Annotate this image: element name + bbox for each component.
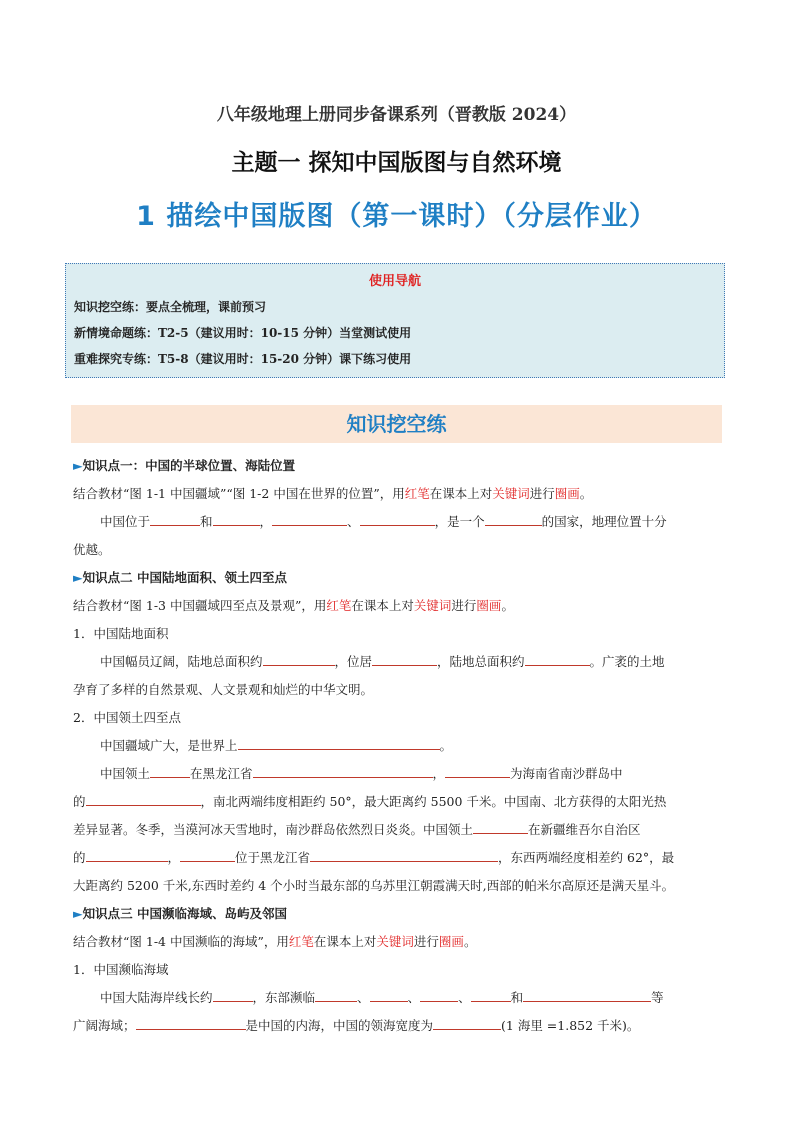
blank[interactable] [370,987,408,1002]
kp3-sub1: 1．中国濒临海域 [73,962,169,977]
blank[interactable] [213,987,253,1002]
kp2-area-sentence: 中国幅员辽阔，陆地总面积约 ，位居 ，陆地总面积约 。广袤的土地 [73,648,723,676]
kp2-extremes-line-5: 大距离约 5200 千米,东西时差约 4 个小时当最东部的乌苏里江朝霞满天时,西部的帕米尔高原还是满天星斗。 [73,878,675,893]
kp2-territory-sentence: 中国疆域广大，是世界上 。 [73,732,723,760]
kp2-extremes-line-2: 的 ，南北两端纬度相距约 50°，最大距离约 5500 千米。中国南、北方获得的太阳光热 [73,788,723,816]
kp1-heading [73,452,723,480]
blank[interactable] [433,1015,501,1030]
nav-title: 使用导航 [368,274,421,289]
triangle-icon: ► [73,906,83,921]
kp2-area-sentence-end: 孕育了多样的自然景观、人文景观和灿烂的中华文明。 [73,682,374,697]
kp3-intro: 结合教材“图 1-4 中国濒临的海域”，用红笔在课本上对关键词进行圈画。 [73,934,477,949]
triangle-icon: ► [73,570,83,585]
blank[interactable] [372,651,437,666]
blank[interactable] [150,511,200,526]
worksheet-content [73,452,723,1040]
nav-line-2: 新情境命题练：T2-5（建议用时：10-15 分钟）当堂测试使用 [74,326,412,340]
blank[interactable] [360,511,435,526]
blank[interactable] [420,987,458,1002]
kp2-sub2: 2．中国领土四至点 [73,710,181,725]
kp2-extremes-line-4: 的 ， 位于黑龙江省 ，东西两端经度相差约 62°，最 [73,844,723,872]
blank[interactable] [315,987,357,1002]
section-banner: 知识挖空练 [71,405,722,443]
series-title: 八年级地理上册同步备课系列（晋教版 2024） [216,105,577,125]
kp2-heading [73,564,723,592]
blank[interactable] [310,847,498,862]
nav-line-1: 知识挖空练：要点全梳理，课前预习 [74,300,267,314]
kp2-intro: 结合教材“图 1-3 中国疆域四至点及景观”，用红笔在课本上对关键词进行圈画。 [73,598,514,613]
blank[interactable] [238,735,440,750]
blank[interactable] [445,763,510,778]
blank[interactable] [213,511,260,526]
blank[interactable] [253,763,433,778]
blank[interactable] [263,651,335,666]
topic-title: 主题一 探知中国版图与自然环境 [231,150,562,176]
lesson-title: 1 描绘中国版图（第一课时）（分层作业） [136,201,657,232]
kp3-seas-sentence-2: 广阔海域； 是中国的内海，中国的领海宽度为 (1 海里 =1.852 千米)。 [73,1012,723,1040]
nav-line-3: 重难探究专练：T5-8（建议用时：15-20 分钟）课下练习使用 [74,352,412,366]
triangle-icon: ► [73,458,83,473]
kp2-sub1: 1．中国陆地面积 [73,626,169,641]
blank[interactable] [525,651,590,666]
blank[interactable] [272,511,347,526]
kp3-title: 知识点三 中国濒临海域、岛屿及邻国 [82,906,287,921]
blank[interactable] [473,819,528,834]
usage-navigation-box [65,263,725,378]
blank[interactable] [471,987,511,1002]
kp1-intro: 结合教材“图 1-1 中国疆域”“图 1-2 中国在世界的位置”，用红笔在课本上对关键词进行圈画。 [73,486,593,501]
blank[interactable] [523,987,651,1002]
blank[interactable] [180,847,235,862]
kp2-extremes-line-1: 中国领土 在黑龙江省 ， 为海南省南沙群岛中 [73,760,723,788]
blank[interactable] [150,763,190,778]
blank[interactable] [86,791,201,806]
kp2-extremes-line-3: 差异显著。冬季，当漠河冰天雪地时，南沙群岛依然烈日炎炎。中国领土 在新疆维吾尔自治区 [73,816,723,844]
blank[interactable] [136,1015,246,1030]
blank[interactable] [485,511,542,526]
kp2-title: 知识点二 中国陆地面积、领土四至点 [82,570,287,585]
kp1-sentence: 中国位于 和 ， 、 ，是一个 的国家，地理位置十分 [73,508,723,536]
kp1-sentence-end: 优越。 [73,542,111,557]
kp3-seas-sentence: 中国大陆海岸线长约 ，东部濒临 、 、 、 和 等 [73,984,723,1012]
kp3-heading [73,900,723,928]
kp1-title: 知识点一：中国的半球位置、海陆位置 [82,458,296,473]
blank[interactable] [86,847,168,862]
